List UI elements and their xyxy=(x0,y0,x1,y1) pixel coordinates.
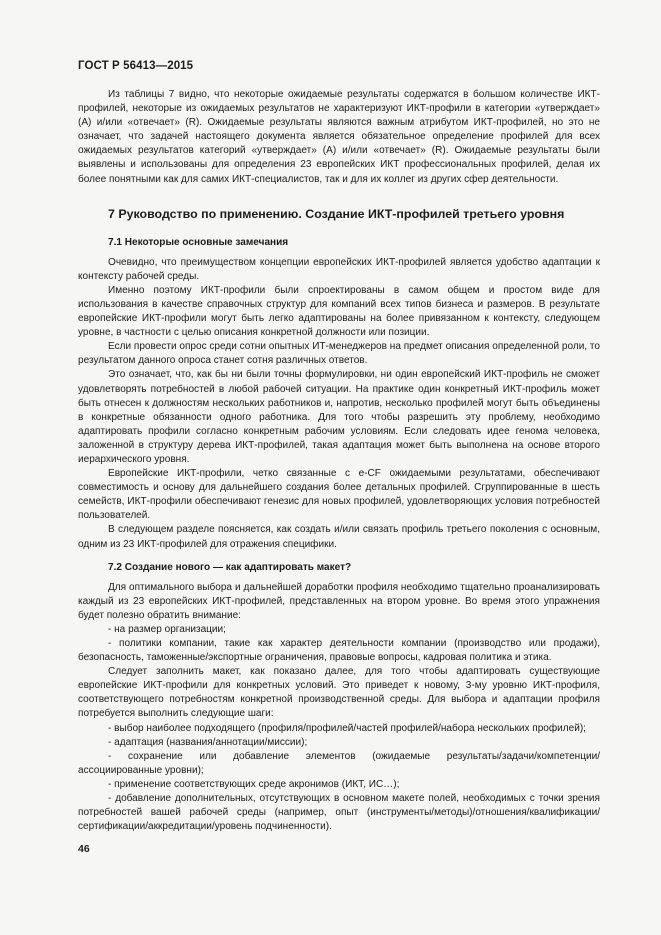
standard-header: ГОСТ Р 56413—2015 xyxy=(78,60,194,72)
paragraph: Очевидно, что преимуществом концепции европейских ИКТ-профилей является удобство адаптации к контексту рабочей среды. xyxy=(78,256,600,282)
paragraph: Европейские ИКТ-профили, четко связанные с e-CF ожидаемыми результатами, обеспечивают совместимость и основу для дальнейшего создания более детальных профилей. Сгруппированные в шесть семейств, ИКТ-профили обеспечивают генезис для новых профилей, удовлетворяющих условия потребностей пользователей. xyxy=(78,468,600,522)
paragraph: Это означает, что, как бы ни были точны формулировки, ни один европейский ИКТ-профиль не сможет удовлетворять потребностей в любой рабочей ситуации. На практике один конкретный ИКТ-профиль может быть отнесен к должностям нескольких работников и, напротив, несколько профилей могут быть объединены в конкретные обязанности одного работника. Для того чтобы разрешить эту проблему, необходимо адаптировать профили согласно конкретным рабочим условиям. Если следовать идее генома человека, заложенной в структуру дерева ИКТ-профилей, такая адаптация может быть выполнена на основе второго иерархического уровня. xyxy=(78,369,600,465)
subsection-title-7-1: 7.1 Некоторые основные замечания xyxy=(108,236,289,248)
list-item: - политики компании, такие как характер деятельности компании (производство или продажи), безопасность, таможенные/экспортные ограничения, правовые вопросы, кадровая политика и этика. xyxy=(78,638,600,664)
paragraph: В следующем разделе поясняется, как создать и/или связать профиль третьего поколения с основным, одним из 23 ИКТ-профилей для отражения специфики. xyxy=(78,524,600,550)
list-item: - выбор наиболее подходящего (профиля/профилей/частей профилей/набора нескольких профилей); xyxy=(108,722,586,734)
subsection-title-7-2: 7.2 Создание нового — как адаптировать макет? xyxy=(108,561,352,573)
list-item: - применение соответствующих среде акронимов (ИКТ, ИС…); xyxy=(108,778,400,790)
intro-paragraph: Из таблицы 7 видно, что некоторые ожидаемые результаты содержатся в большом количестве ИКТ-профилей, некоторые из ожидаемых результатов не характеризуют ИКТ-профили в категории «утверждает» (А) и/или «отвечает» (R). Ожидаемые результаты являются важным атрибутом ИКТ-профилей, но это не означает, что задачей настоящего документа является обязательное определение профилей для всех ожидаемых результатов категорий «утверждает» (А) и/или «отвечает» (R). Ожидаемые результаты были выявлены и использованы для определения 23 европейских ИКТ профессиональных профилей, делая их более понятными как для самих ИКТ-специалистов, так и для их коллег из других сфер деятельности. xyxy=(78,89,600,185)
paragraph: Именно поэтому ИКТ-профили были спроектированы в самом общем и простом виде для использования в качестве справочных структур для компаний всех типов бизнеса и размеров. В результате европейские ИКТ-профили могут быть легко адаптированы на более привязанном к контексту, следующем уровне, в частности с целью описания конкретной должности или позиции. xyxy=(78,284,600,339)
list-item: - добавление дополнительных, отсутствующих в основном макете полей, необходимых с точки зрения потребностей вашей рабочей среды (например, опыт (инструменты/методы)/отношения/квалификации/сертификации/аккредитации/уровень подчиненности). xyxy=(78,793,600,833)
page-content xyxy=(78,88,600,834)
section-title: 7 Руководство по применению. Создание ИКТ-профилей третьего уровня xyxy=(108,206,565,221)
page-number: 46 xyxy=(78,843,90,855)
paragraph: Для оптимального выбора и дальнейшей доработки профиля необходимо тщательно проанализировать каждый из 23 европейских ИКТ-профилей, представленных на втором уровне. Во время этого упражнения будет полезно обратить внимание: xyxy=(78,581,600,621)
paragraph: Следует заполнить макет, как показано далее, для того чтобы адаптировать существующие европейские ИКТ-профили для конкретных условий. Это приведет к новому, 3-му уровню ИКТ-профиля, соответствующего потребностям конкретной производственной среды. Для выбора и адаптации профиля потребуется выполнить следующие шаги: xyxy=(78,666,600,720)
list-item: - сохранение или добавление элементов (ожидаемые результаты/задачи/компетенции/ассоциированные уровни); xyxy=(78,750,600,776)
paragraph: Если провести опрос среди сотни опытных ИТ-менеджеров на предмет описания определенной роли, то результатом данного опроса станет сотня различных ответов. xyxy=(78,341,600,367)
list-item: - на размер организации; xyxy=(108,623,226,635)
list-item: - адаптация (названия/аннотации/миссии); xyxy=(108,736,308,748)
